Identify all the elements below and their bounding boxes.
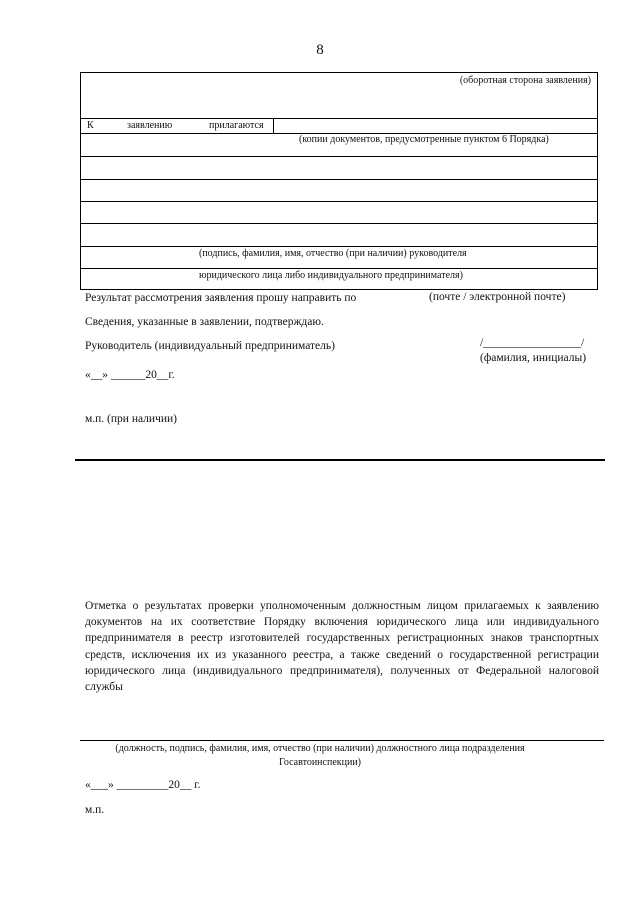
table-divider [81,201,597,202]
section-separator [75,459,605,461]
table-divider [81,179,597,180]
name-field-caption: (фамилия, инициалы) [480,352,587,364]
attach-label-attached: прилагаются [209,120,264,131]
confirm-text: Сведения, указанные в заявлении, подтверждаю. [85,316,324,328]
table-divider [81,223,597,224]
reverse-side-note: (оборотная сторона заявления) [459,75,591,86]
table-divider [81,246,597,247]
table-divider [81,156,597,157]
copies-note: (копии документов, предусмотренные пунктом 6 Порядка) [299,134,549,145]
name-field: /_________________/ [480,337,585,349]
attach-label-k: К [87,120,94,131]
result-delivery-options: (почте / электронной почте) [429,291,566,303]
date-field-applicant: «__» ______20__г. [85,369,175,381]
attachments-table [80,72,598,290]
table-divider [81,268,597,269]
attach-label-application: заявлению [127,120,173,131]
head-label: Руководитель (индивидуальный предприниматель) [85,340,335,352]
table-divider [81,118,597,119]
stamp-label-official: м.п. [85,804,105,816]
stamp-label-applicant: м.п. (при наличии) [85,413,177,425]
table-cell-divider [273,118,274,133]
signature-note-line1: (подпись, фамилия, имя, отчество (при наличии) руководителя [199,248,467,259]
verification-paragraph: Отметка о результатах проверки уполномоченным должностным лицом прилагаемых к заявлению документов на их соответствие Порядку включения юридического лица или индивидуального предпринимателя в реестр изготовителей государственных регистрационных знаков транспортных средств, исключения их из указанного реестра, а также сведений о государственной регистрации юридического лица (индивидуального предпринимателя), полученных от Федеральной налоговой службы [85,600,599,694]
official-caption-line2: Госавтоинспекции) [278,757,362,768]
official-caption-line1: (должность, подпись, фамилия, имя, отчество (при наличии) должностного лица подразделения [115,743,525,754]
official-signature-line [80,740,604,741]
date-field-official: «___» _________20__ г. [85,779,201,791]
signature-note-line2: юридического лица либо индивидуального предпринимателя) [199,270,463,281]
result-delivery-text: Результат рассмотрения заявления прошу направить по [85,292,357,304]
page-number: 8 [316,42,324,58]
